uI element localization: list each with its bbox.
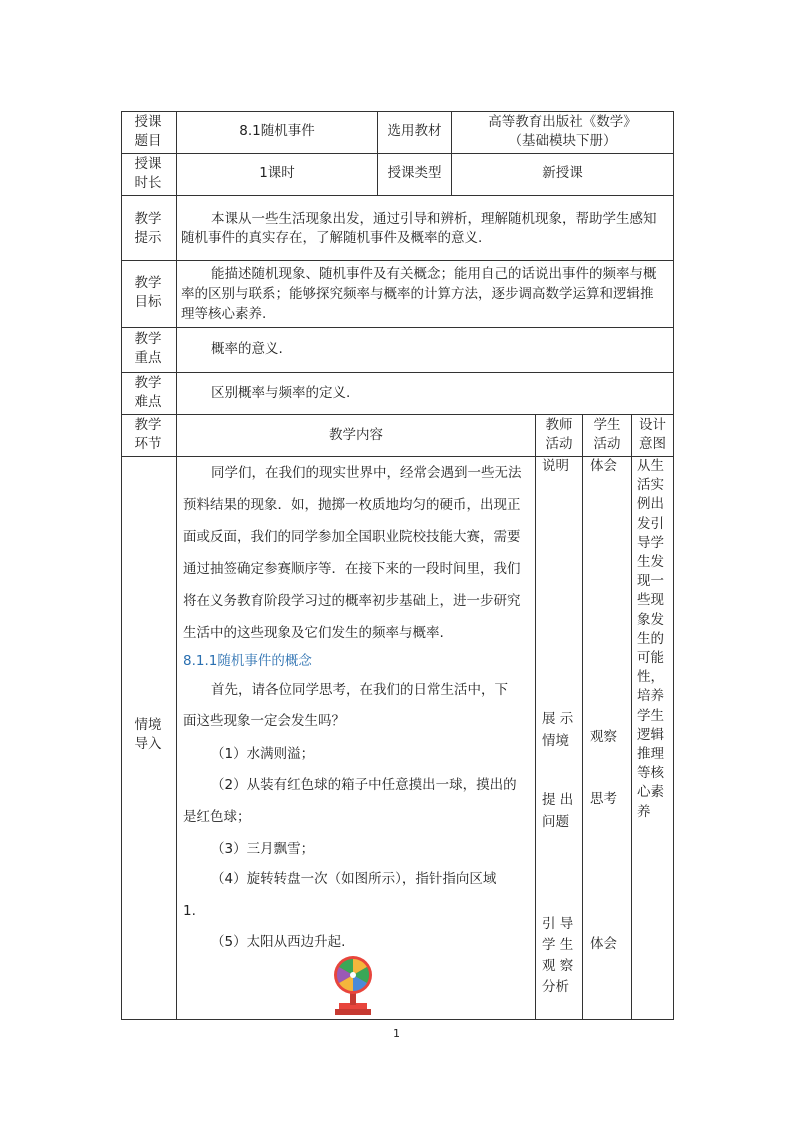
textbook-line1: 高等教育出版社《数学》 (488, 114, 637, 130)
table-line (121, 372, 674, 373)
item-4-line1: （4）旋转转盘一次（如图所示），指针指向区域 (211, 871, 497, 887)
table-line (631, 414, 632, 1020)
section-title: 8.1.1随机事件的概念 (183, 653, 312, 669)
key-point-text: 概率的意义. (211, 341, 283, 357)
label-course-title: 授课 题目 (134, 114, 162, 149)
header-student: 学生 活动 (593, 417, 621, 452)
label-teaching-stage: 教学 环节 (134, 417, 162, 452)
question-line2: 面这些现象一定会发生吗？ (183, 713, 345, 729)
teacher-act-4: 引 导 学 生 观 察 分析 (542, 916, 574, 995)
difficulty-text: 区别概率与频率的定义. (211, 385, 351, 401)
textbook-line2: （基础模块下册） (508, 133, 617, 149)
design-intent: 从生 活实 例出 发引 导学 生发 现一 些现 象发 生的 可能 性， 培养 学生 逻辑 推理 等核 心素 养 (637, 458, 664, 820)
type-value: 新授课 (542, 165, 583, 181)
teaching-goals-line3: 理等核心素养. (181, 306, 267, 322)
table-line (121, 260, 674, 261)
student-act-4: 体会 (590, 936, 617, 952)
table-line (582, 414, 583, 1020)
item-1: （1）水满则溢； (211, 746, 315, 762)
label-key-point: 教学 重点 (134, 331, 162, 366)
label-scenario-intro: 情境 导入 (134, 717, 162, 752)
intro-para-line3: 面或反面，我们的同学参加全国职业院校技能大赛，需要 (183, 529, 521, 545)
intro-para-line6: 生活中的这些现象及它们发生的频率与概率. (183, 625, 444, 641)
item-3: （3）三月飘雪； (211, 841, 315, 857)
page-number: 1 (393, 1027, 400, 1040)
label-difficulty: 教学 难点 (134, 375, 162, 410)
header-content: 教学内容 (329, 427, 383, 443)
table-line (121, 111, 674, 112)
teaching-tips-line1: 本课从一些生活现象出发，通过引导和辨析，理解随机现象，帮助学生感知 (211, 211, 657, 227)
teaching-tips-line2: 随机事件的真实存在，了解随机事件及概率的意义. (181, 230, 483, 246)
student-act-1: 体会 (590, 458, 617, 474)
header-teacher: 教师 活动 (545, 417, 573, 452)
teacher-act-3: 提 出 问题 (542, 792, 574, 830)
item-5: （5）太阳从西边升起. (211, 934, 346, 950)
duration-value: 1课时 (259, 165, 295, 181)
lesson-plan-table (121, 111, 674, 1020)
table-line (121, 1019, 674, 1020)
question-line1: 首先，请各位同学思考，在我们的日常生活中，下 (211, 682, 508, 698)
textbook-label: 选用教材 (387, 123, 442, 139)
intro-para-line5: 将在义务教育阶段学习过的概率初步基础上，进一步研究 (183, 593, 521, 609)
table-line (121, 153, 674, 154)
item-4-line2: 1. (183, 903, 196, 919)
student-act-2: 观察 (590, 729, 617, 745)
label-teaching-goals: 教学 目标 (134, 275, 162, 310)
table-line (121, 414, 674, 415)
course-title: 8.1随机事件 (239, 123, 315, 139)
student-act-3: 思考 (590, 791, 617, 807)
teaching-goals-line2: 率的区别与联系；能够探究频率与概率的计算方法，逐步调高数学运算和逻辑推 (181, 286, 654, 302)
item-2-line1: （2）从装有红色球的箱子中任意摸出一球，摸出的 (211, 777, 517, 793)
label-duration: 授课 时长 (134, 156, 162, 191)
intro-para-line4: 通过抽签确定参赛顺序等．在接下来的一段时间里，我们 (183, 561, 521, 577)
header-design: 设计 意图 (639, 417, 666, 452)
table-line (176, 111, 177, 1020)
intro-para-line2: 预料结果的现象．如，抛掷一枚质地均匀的硬币，出现正 (183, 497, 521, 513)
teacher-act-2: 展 示 情境 (542, 711, 574, 749)
table-line (535, 414, 536, 1020)
label-teaching-tips: 教学 提示 (134, 211, 162, 246)
spinner-wheel-image (333, 955, 373, 1019)
teacher-act-1: 说明 (542, 458, 569, 474)
teaching-goals-line1: 能描述随机现象、随机事件及有关概念；能用自己的话说出事件的频率与概 (211, 266, 657, 282)
table-line (673, 111, 674, 1020)
intro-para-line1: 同学们，在我们的现实世界中，经常会遇到一些无法 (211, 465, 522, 481)
table-line (121, 195, 674, 196)
item-2-line2: 是红色球； (183, 809, 251, 825)
type-label: 授课类型 (387, 165, 442, 181)
table-line (121, 327, 674, 328)
